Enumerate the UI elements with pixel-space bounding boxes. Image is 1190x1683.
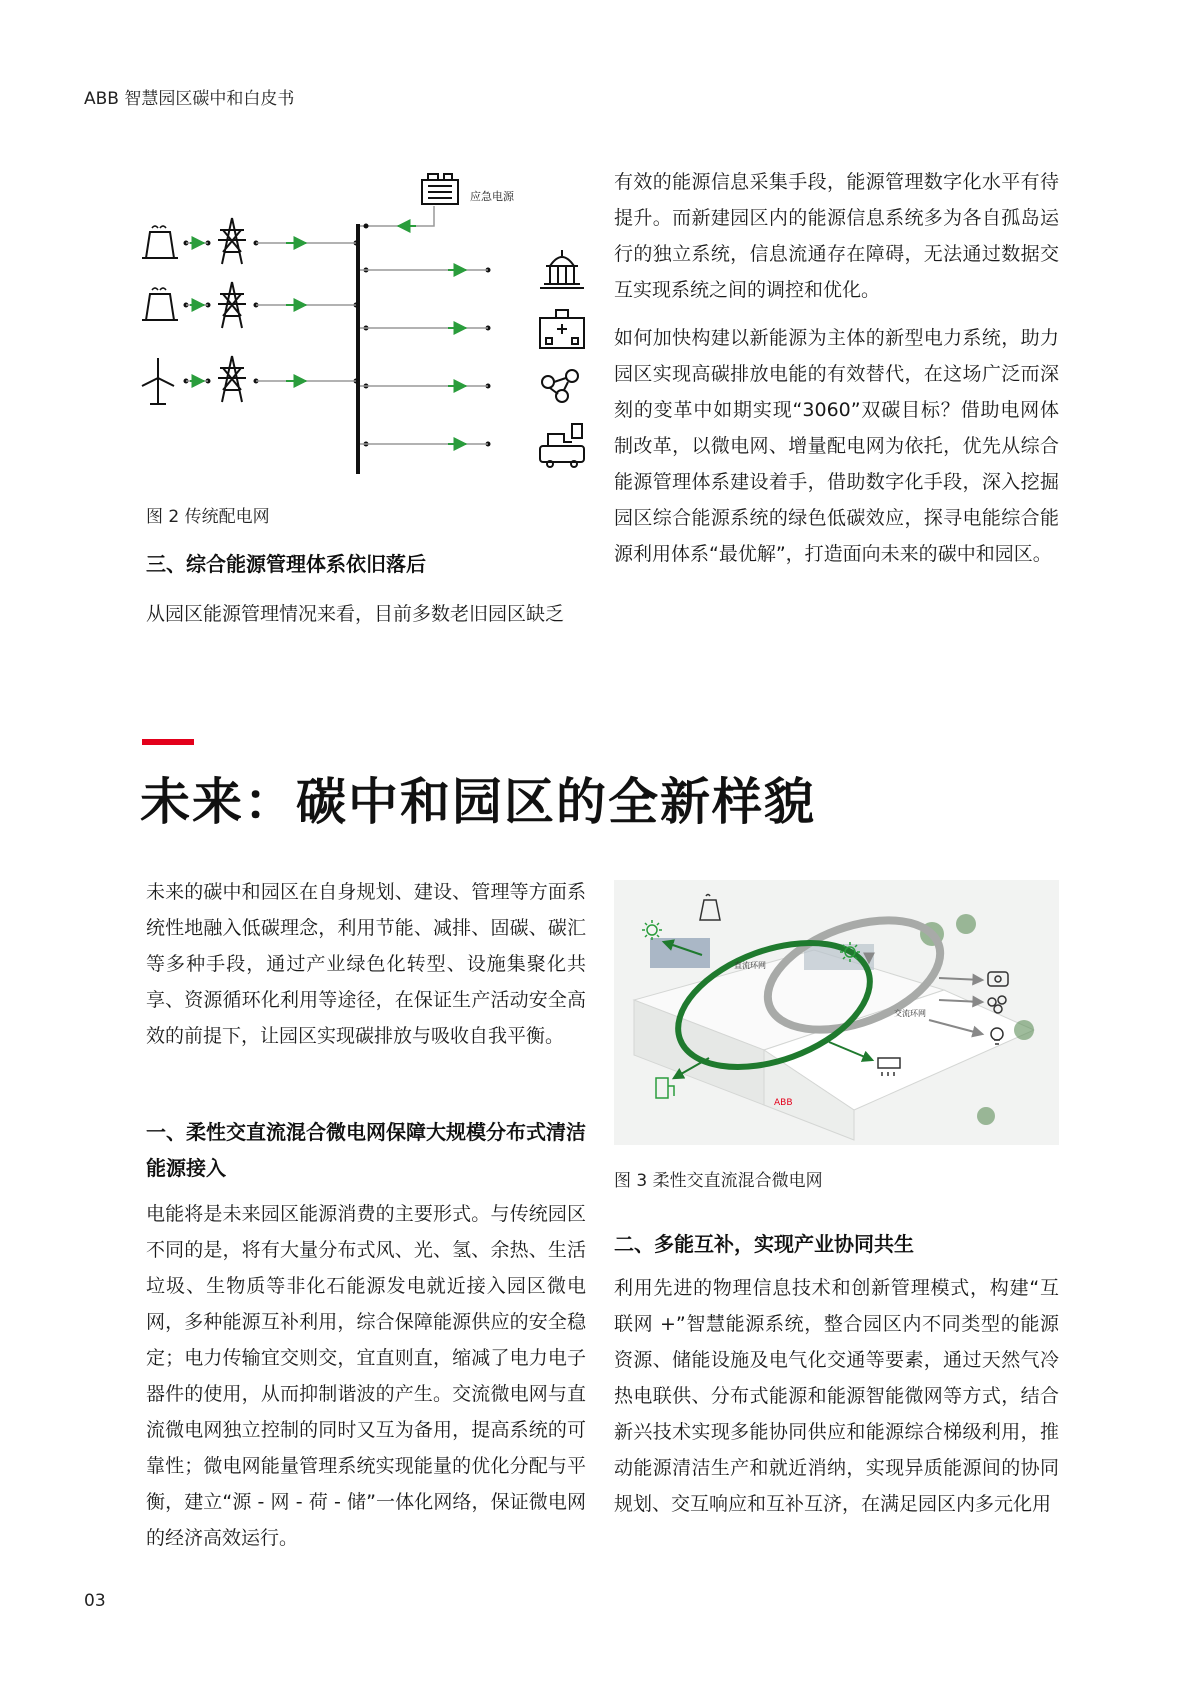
ac-ring-label: 交流环网 bbox=[894, 1009, 926, 1018]
power-plant-icon bbox=[142, 288, 178, 320]
transmission-tower-icon bbox=[218, 282, 246, 328]
future-intro: 未来的碳中和园区在自身规划、建设、管理等方面系统性地融入低碳理念，利用节能、减排、固碳、碳汇等多种手段，通过产业绿色化转型、设施集聚化共享、资源循环化利用等途径，在保证生产活动安全高效的前提下，让园区实现碳排放与吸收自我平衡。 bbox=[146, 881, 586, 1047]
emergency-power-label: 应急电源 bbox=[470, 190, 514, 203]
factory-robot-icon bbox=[542, 370, 578, 402]
sub2-heading: 二、多能互补，实现产业协同共生 bbox=[614, 1232, 914, 1256]
figure2-caption: 图 2 传统配电网 bbox=[146, 507, 270, 527]
section3-heading: 三、综合能源管理体系依旧落后 bbox=[146, 552, 426, 576]
power-plant-icon bbox=[142, 226, 178, 258]
hybrid-microgrid-illustration bbox=[614, 880, 1059, 1145]
section3-left-text: 从园区能源管理情况来看，目前多数老旧园区缺乏 bbox=[146, 603, 565, 625]
right-paragraph: 如何加快构建以新能源为主体的新型电力系统，助力园区实现高碳排放电能的有效替代，在这场广泛而深刻的变革中如期实现“3060”双碳目标？借助电网体制改革，以微电网、增量配电网为依托，优先从综合能源管理体系建设着手，借助数字化手段，深入挖掘园区综合能源系统的绿色低碳效应，探寻电能综合能源利用体系“最优解”，打造面向未来的碳中和园区。 bbox=[614, 327, 1059, 565]
abb-logo: ABB bbox=[774, 1098, 793, 1108]
ev-charging-icon bbox=[540, 424, 584, 467]
sub1-heading: 一、柔性交直流混合微电网保障大规模分布式清洁能源接入 bbox=[146, 1120, 586, 1180]
transmission-tower-icon bbox=[218, 218, 246, 264]
government-building-icon bbox=[540, 250, 584, 288]
traditional-grid-diagram bbox=[136, 168, 598, 478]
sub1-text: 电能将是未来园区能源消费的主要形式。与传统园区不同的是，将有大量分布式风、光、氢、余热、生活垃圾、生物质等非化石能源发电就近接入园区微电网，多种能源互补利用，综合保障能源供应的安全稳定；电力传输宜交则交，宜直则直，缩减了电力电子器件的使用，从而抑制谐波的产生。交流微电网与直流微电网独立控制的同时又互为备用，提高系统的可靠性；微电网能量管理系统实现能量的优化分配与平衡，建立“源 - 网 - 荷 - 储”一体化网络，保证微电网的经济高效运行。 bbox=[146, 1203, 586, 1549]
wind-turbine-icon bbox=[142, 358, 174, 404]
document-header: ABB 智慧园区碳中和白皮书 bbox=[84, 89, 295, 109]
figure3-caption: 图 3 柔性交直流混合微电网 bbox=[614, 1171, 823, 1191]
section-accent-bar bbox=[142, 739, 194, 745]
generator-icon bbox=[422, 174, 458, 204]
transmission-tower-icon bbox=[218, 356, 246, 402]
future-section-title: 未来：碳中和园区的全新样貌 bbox=[140, 773, 816, 831]
right-paragraph: 有效的能源信息采集手段，能源管理数字化水平有待提升。而新建园区内的能源信息系统多为各自孤岛运行的独立系统，信息流通存在障碍，无法通过数据交互实现系统之间的调控和优化。 bbox=[614, 171, 1059, 301]
dc-ring-label: 直流环网 bbox=[734, 961, 766, 970]
page-number: 03 bbox=[84, 1591, 106, 1611]
section3-right-column bbox=[614, 164, 1059, 584]
sub2-text: 利用先进的物理信息技术和创新管理模式，构建“互联网 +”智慧能源系统，整合园区内不同类型的能源资源、储能设施及电气化交通等要素，通过天然气冷热电联供、分布式能源和能源智能微网等方式，结合新兴技术实现多能协同供应和能源综合梯级利用，推动能源清洁生产和就近消纳，实现异质能源间的协同规划、交互响应和互补互济，在满足园区内多元化用 bbox=[614, 1277, 1059, 1515]
hospital-icon bbox=[540, 310, 584, 348]
